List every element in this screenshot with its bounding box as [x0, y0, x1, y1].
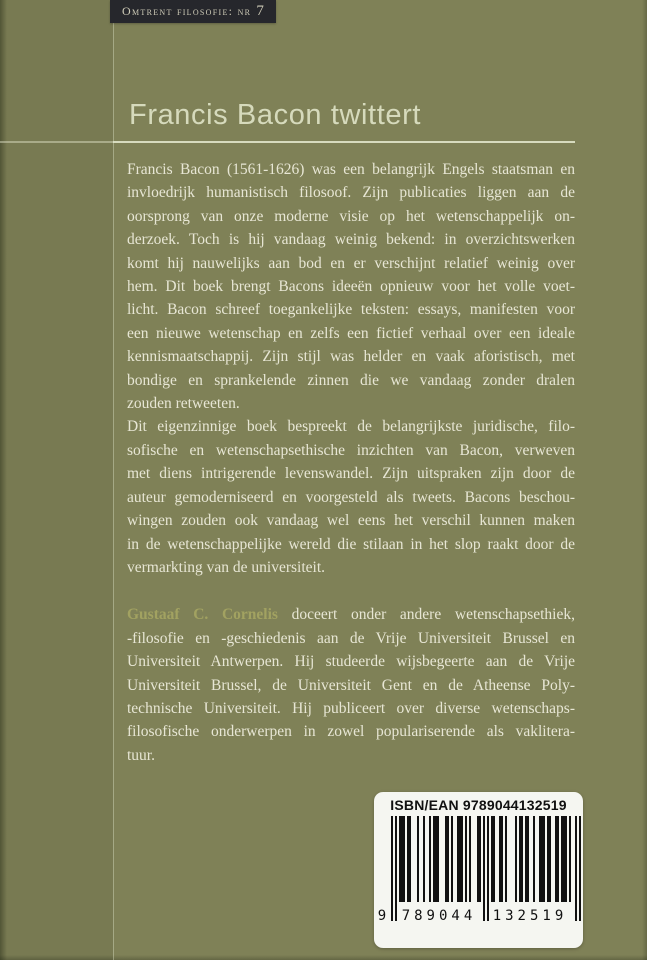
- book-bottom-edge: [0, 955, 647, 960]
- text-line: sofische en wetenschapsethische inzichten van Bacon, verweven: [127, 441, 575, 459]
- barcode-bar: [549, 816, 551, 902]
- barcode-digit-group-3: 132519: [492, 908, 568, 924]
- text-line: licht. Bacon schreef toegankelijke teksten: essays, manifesten voor: [127, 301, 575, 319]
- barcode-digit-group-1: 9: [377, 908, 387, 924]
- barcode-bar: [483, 816, 485, 921]
- barcode-bar: [417, 816, 419, 902]
- text-line: Universiteit Brussel, de Universiteit Gent en de Atheense Poly-: [127, 676, 575, 694]
- synopsis-paragraph-1: [127, 158, 575, 415]
- author-bio-first-line-rest: doceert onder andere wetenschapsethiek,: [277, 606, 575, 624]
- barcode-bar: [557, 816, 559, 902]
- barcode-bar: [465, 816, 467, 902]
- text-line: in de wetenschappelijke wereld die stilaan in het slop raakt door de: [127, 535, 575, 553]
- text-line: bondige en sprankelende zinnen die we vandaag zonder dralen: [127, 371, 575, 389]
- barcode-digit-group-2: 789044: [401, 908, 477, 924]
- text-line: filosofische onderwerpen in zowel populariserende als vaklitera-: [127, 723, 575, 741]
- text-line: technische Universiteit. Hij publiceert over diverse wetenschaps-: [127, 699, 575, 717]
- title-rule-left-segment: [0, 141, 113, 143]
- text-line: invloedrijk humanistisch filosoof. Zijn publicaties liggen aan de: [127, 184, 575, 202]
- text-line: Universiteit Antwerpen. Hij studeerde wijsbegeerte aan de Vrije: [127, 653, 575, 671]
- barcode-bar: [479, 816, 481, 902]
- barcode-bar: [527, 816, 529, 902]
- barcode-bar: [451, 816, 453, 902]
- barcode-bar: [469, 816, 471, 902]
- barcode-bar: [505, 816, 507, 902]
- text-line: met diens intrigerende levenswandel. Zijn uitspraken zijn door de: [127, 465, 575, 483]
- barcode-bar: [409, 816, 411, 902]
- book-right-edge: [642, 0, 647, 960]
- barcode-bar: [423, 816, 425, 902]
- text-line: kennismaatschappij. Zijn stijl was helder en vaak aforistisch, met: [127, 348, 575, 366]
- isbn-number-text: ISBN/EAN 9789044132519: [390, 797, 567, 813]
- text-line: vermarkting van de universiteit.: [127, 558, 325, 576]
- book-title: Francis Bacon twittert: [129, 99, 422, 131]
- barcode-bar: [447, 816, 449, 902]
- text-line: derzoek. Toch is hij vandaag weinig bekend: in overzichtswerken: [127, 231, 575, 249]
- vertical-fold-line: [113, 0, 114, 960]
- author-bio-paragraph: [127, 603, 575, 767]
- barcode-bar: [461, 816, 463, 902]
- barcode-bar: [429, 816, 431, 902]
- barcode-bar: [579, 816, 581, 921]
- series-badge-label: Omtrent filosofie: nr: [122, 4, 252, 18]
- author-name: Gustaaf C. Cornelis: [127, 606, 278, 624]
- series-badge-number: 7: [256, 3, 264, 19]
- barcode-bar: [521, 816, 523, 902]
- barcode-bar: [487, 816, 489, 921]
- text-line: Dit eigenzinnige boek bespreekt de belangrijkste juridische, filo-: [127, 418, 575, 436]
- text-line: auteur gemoderniseerd en voorgesteld als tweets. Bacons beschou-: [127, 488, 575, 506]
- barcode-bar: [395, 816, 397, 921]
- barcode-bar: [575, 816, 577, 921]
- series-badge: [110, 0, 276, 23]
- synopsis-paragraph-2: [127, 415, 575, 579]
- barcode-bar: [391, 816, 393, 921]
- text-line: komt hij nauwelijks aan bod en er verschijnt relatief weinig over: [127, 254, 575, 272]
- barcode-bar: [515, 816, 517, 902]
- back-cover-text: [127, 158, 575, 767]
- text-line: -filosofie en -geschiedenis aan de Vrije Universiteit Brussel en: [127, 629, 575, 647]
- isbn-barcode-label: [374, 792, 583, 948]
- book-left-edge: [0, 0, 7, 960]
- barcode-bar: [543, 816, 545, 902]
- author-bio-first-line: [127, 603, 575, 626]
- barcode-bar: [403, 816, 405, 902]
- text-line: een nieuwe wetenschap en zelfs een fictief verhaal over een ideale: [127, 324, 575, 342]
- title-rule: [113, 141, 575, 143]
- left-column-shade: [0, 0, 113, 960]
- barcode-bar: [437, 816, 439, 902]
- ean13-barcode: [377, 816, 581, 924]
- text-line: tuur.: [127, 746, 155, 764]
- text-line: hem. Dit boek brengt Bacons ideeën opnieuw voor het volle voet-: [127, 278, 575, 296]
- barcode-bar: [533, 816, 535, 902]
- text-line: oorsprong van onze moderne visie op het wetenschappelijk on-: [127, 207, 575, 225]
- barcode-bar: [493, 816, 495, 902]
- text-line: zouden retweeten.: [127, 395, 240, 413]
- barcode-bar: [565, 816, 567, 902]
- text-line: Francis Bacon (1561-1626) was een belangrijk Engels staatsman en: [127, 161, 575, 178]
- text-line: wingen zouden ook vandaag wel eens het verschil kunnen maken: [127, 512, 575, 530]
- barcode-bar: [569, 816, 571, 902]
- barcode-bar: [501, 816, 503, 902]
